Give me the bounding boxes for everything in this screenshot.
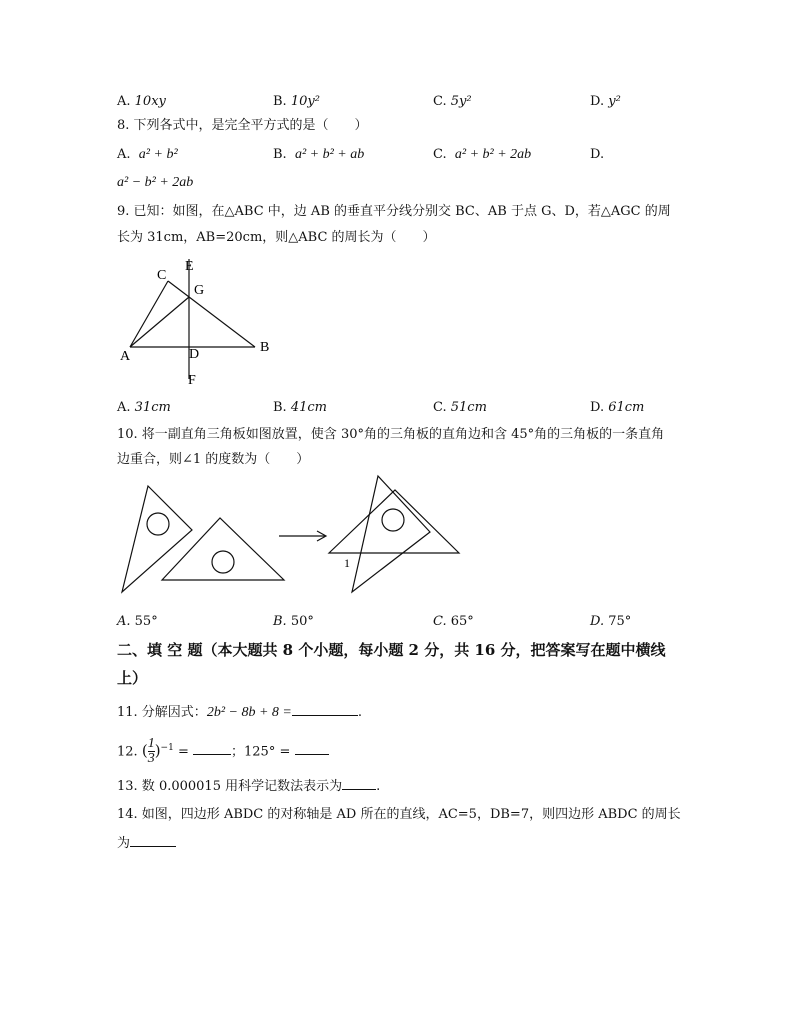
q10-option-a: A. 55°: [117, 614, 158, 629]
q10-option-b: B. 50°: [273, 614, 314, 629]
set-square-30-hole: [147, 513, 169, 535]
q7-option-c: C. 5y²: [433, 94, 472, 109]
q11-answer-blank[interactable]: [292, 703, 358, 716]
q10-set-squares-figure: [110, 472, 470, 602]
segment-ac: [130, 281, 168, 347]
label-a: A: [120, 349, 131, 364]
label-c: C: [157, 268, 167, 283]
angle-1-label: 1: [344, 556, 350, 570]
q9-stem-line1: 9. 已知：如图，在△ABC 中，边 AB 的垂直平分线分别交 BC、AB 于点 G、D，若△AGC 的周: [117, 204, 671, 219]
q9-option-d: D. 61cm: [590, 400, 645, 415]
q10-option-c: C. 65°: [433, 614, 474, 629]
section-2-heading-line1: 二、填 空 题（本大题共 8 个小题，每小题 2 分，共 16 分，把答案写在题中横线: [117, 641, 666, 659]
label-f: F: [188, 373, 196, 388]
label-e: E: [185, 259, 194, 274]
set-square-45-hole: [212, 551, 234, 573]
combined-hole: [382, 509, 404, 531]
q10-option-d: D. 75°: [590, 614, 632, 629]
q8-option-d: D.: [590, 147, 605, 162]
q9-stem-line2: 长为 31cm，AB=20cm，则△ABC 的周长为（ ）: [117, 230, 436, 245]
q11-line: 11. 分解因式：2b² − 8b + 8 = .: [117, 705, 362, 720]
q9-option-a: A. 31cm: [117, 400, 171, 415]
q14-stem-line1: 14. 如图，四边形 ABDC 的对称轴是 AD 所在的直线，AC=5，DB=7，则四边形 ABDC 的周长: [117, 807, 681, 822]
q8-option-a: A. a² + b²: [117, 147, 178, 162]
section-2-heading-line2: 上）: [117, 669, 148, 687]
q12-line: 12. ( $\frac{1}{3}$ )$^{-1}$ = ；125° =: [117, 730, 329, 766]
q14-stem-line2: 为: [117, 834, 176, 853]
label-d: D: [189, 347, 200, 362]
segment-cb: [168, 281, 255, 347]
q8-option-b: B. a² + b² + ab: [273, 147, 365, 162]
q8-stem: 8. 下列各式中，是完全平方式的是（ ）: [117, 118, 368, 133]
q14-answer-blank[interactable]: [130, 834, 176, 847]
q12-fraction: $\frac{1}{3}$: [147, 736, 155, 767]
label-g: G: [194, 283, 205, 298]
q8-option-d-value: a² − b² + 2ab: [117, 175, 194, 190]
q8-option-c: C. a² + b² + 2ab: [433, 147, 532, 162]
set-square-30-left: [122, 486, 192, 592]
segment-ag: [130, 297, 189, 347]
q7-option-a: A. 10xy: [117, 94, 166, 109]
q9-triangle-figure: [110, 255, 290, 390]
q10-stem-line1: 10. 将一副直角三角板如图放置，使含 30°角的三角板的直角边和含 45°角的三角板的一条直角: [117, 427, 665, 442]
q12-answer-blank-1[interactable]: [193, 742, 231, 755]
q7-option-b: B. 10y²: [273, 94, 320, 109]
q9-option-b: B. 41cm: [273, 400, 327, 415]
label-b: B: [260, 340, 270, 355]
q13-line: 13. 数 0.000015 用科学记数法表示为 .: [117, 779, 381, 794]
q9-option-c: C. 51cm: [433, 400, 487, 415]
set-square-45-right: [329, 490, 459, 553]
q10-stem-line2: 边重合，则∠1 的度数为（ ）: [117, 452, 310, 467]
q12-answer-blank-2[interactable]: [295, 742, 329, 755]
q13-answer-blank[interactable]: [342, 777, 376, 790]
q7-option-d: D. y²: [590, 94, 621, 109]
set-square-45-left: [162, 518, 284, 580]
